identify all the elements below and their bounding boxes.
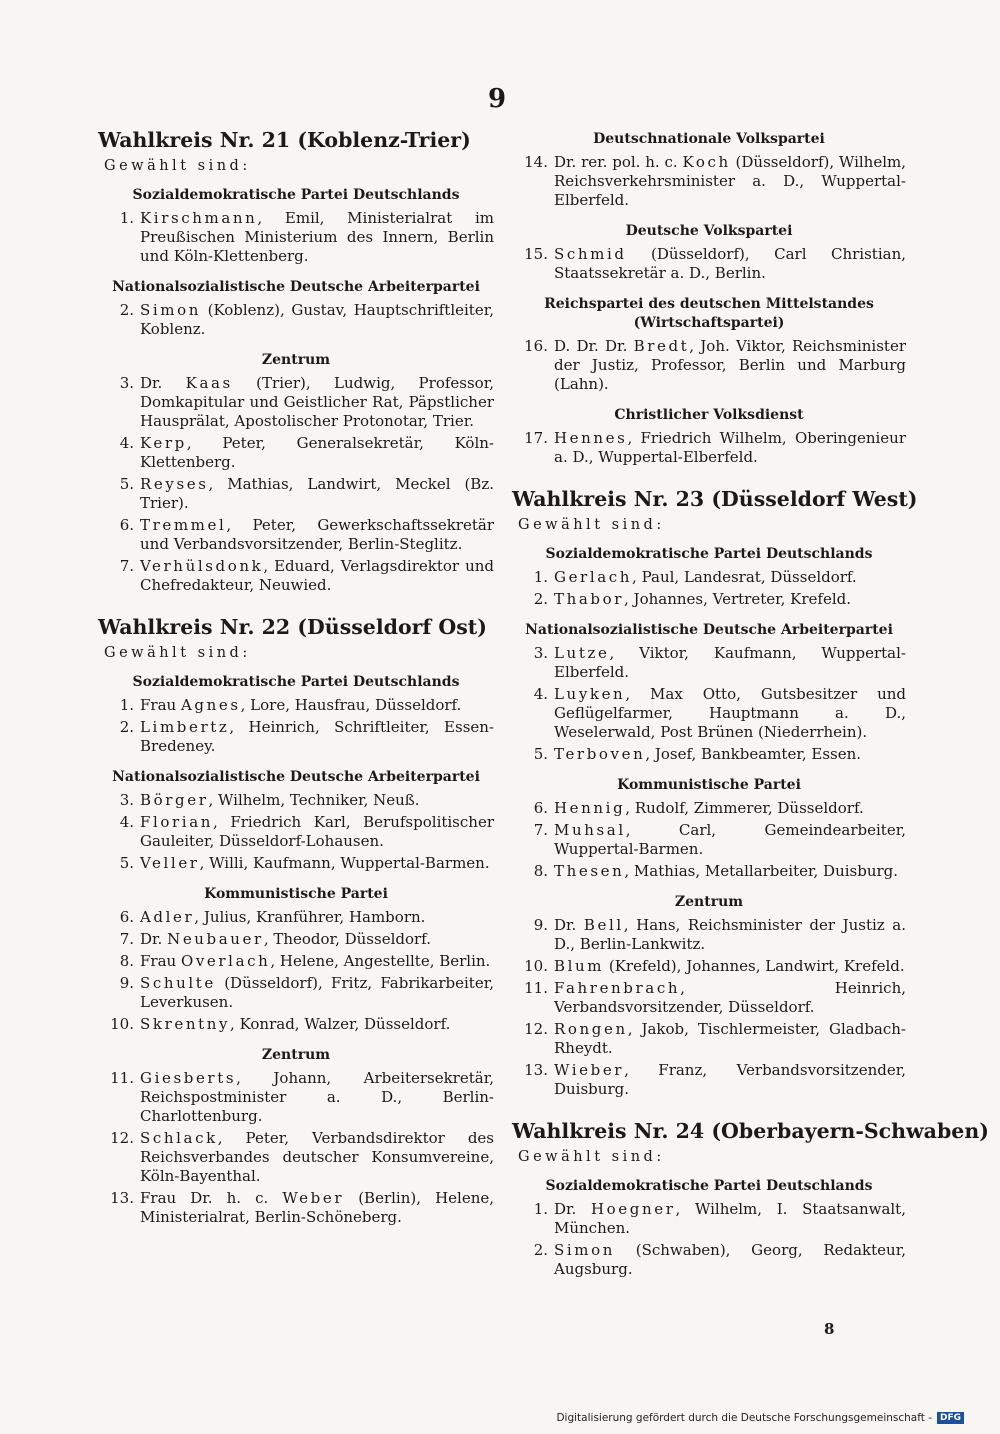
entry-number: 2. [119, 718, 134, 736]
district-heading: Wahlkreis Nr. 21 (Koblenz-Trier) [98, 128, 471, 152]
entry-number: 1. [533, 1200, 548, 1218]
list-item [512, 821, 906, 859]
entry-text [140, 974, 494, 1012]
entry-number: 3. [119, 374, 134, 392]
member-surname: Giesberts [140, 1069, 237, 1087]
entry-text [554, 979, 906, 1017]
list-item [98, 301, 494, 339]
list-item [98, 1015, 494, 1034]
list-item [512, 1020, 906, 1058]
list-item [512, 590, 906, 609]
entry-number: 12. [524, 1020, 548, 1038]
entry-text [554, 685, 906, 742]
entry-prefix: Dr. [554, 916, 584, 934]
entry-text [140, 1069, 494, 1126]
entry-number: 7. [533, 821, 548, 839]
entry-number: 14. [524, 153, 548, 171]
entry-prefix: Dr. [554, 1200, 591, 1218]
entry-number: 8. [119, 952, 134, 970]
entry-number: 3. [533, 644, 548, 662]
list-item [98, 813, 494, 851]
entry-number: 4. [119, 813, 134, 831]
entry-text [140, 696, 494, 715]
party-name: Zentrum [261, 352, 331, 368]
entry-text [140, 516, 494, 554]
district-section [512, 487, 918, 1099]
district-heading: Wahlkreis Nr. 24 (Oberbayern-Schwaben) [512, 1119, 989, 1143]
member-surname: Wieber [554, 1061, 625, 1079]
entry-text [140, 209, 494, 266]
list-item [512, 685, 906, 742]
member-surname: Thesen [554, 862, 625, 880]
list-item [512, 979, 906, 1017]
entry-text [140, 952, 494, 971]
entry-text [140, 718, 494, 756]
entry-text [554, 821, 906, 859]
party-name: Sozialdemokratische Partei Deutschlands [545, 546, 873, 562]
member-surname: Blum [554, 957, 605, 975]
entry-details: (Düsseldorf), Carl Christian, Staatssekretär a. D., Berlin. [554, 245, 906, 282]
entry-number: 1. [119, 696, 134, 714]
list-item [512, 745, 906, 764]
list-item [98, 434, 494, 472]
entry-details: , Emil, Ministerialrat im Preußischen Ministerium des Innern, Berlin und Köln-Klettenberg. [140, 209, 494, 265]
member-surname: Gerlach [554, 568, 633, 586]
district-section [512, 130, 906, 467]
member-surname: Florian [140, 813, 214, 831]
entry-text [554, 799, 906, 818]
entry-details: , Rudolf, Zimmerer, Düsseldorf. [625, 799, 864, 817]
member-surname: Börger [140, 791, 209, 809]
entry-details: , Peter, Generalsekretär, Köln-Klettenberg. [140, 434, 494, 471]
dfg-logo: DFG [937, 1412, 964, 1424]
entry-number: 11. [110, 1069, 134, 1087]
party-name: Zentrum [674, 894, 744, 910]
party-name: Deutschnationale Volkspartei [593, 131, 825, 147]
entry-text [140, 475, 494, 513]
entry-text [554, 1020, 906, 1058]
entry-number: 15. [524, 245, 548, 263]
entry-text [554, 957, 906, 976]
member-surname: Schlack [140, 1129, 218, 1147]
entry-prefix: Dr. [140, 374, 186, 392]
entry-details: , Lore, Hausfrau, Düsseldorf. [240, 696, 462, 714]
member-surname: Kerp [140, 434, 187, 452]
list-item [98, 854, 494, 873]
party-name: Nationalsozialistische Deutsche Arbeiterpartei [112, 769, 480, 785]
list-item [512, 337, 906, 394]
list-item [98, 1189, 494, 1227]
district-section [512, 1119, 989, 1279]
list-item [98, 952, 494, 971]
entry-details: , Carl, Gemeindearbeiter, Wuppertal-Barmen. [554, 821, 906, 858]
entry-number: 3. [119, 791, 134, 809]
entry-details: , Friedrich Wilhelm, Oberingenieur a. D., Wuppertal-Elberfeld. [554, 429, 906, 466]
list-item [98, 1129, 494, 1186]
entry-text [140, 1189, 494, 1227]
member-surname: Thabor [554, 590, 625, 608]
party-name: Nationalsozialistische Deutsche Arbeiterpartei [525, 622, 893, 638]
list-item [512, 957, 906, 976]
entry-details: , Joh. Viktor, Reichsminister der Justiz, Professor, Berlin und Marburg (Lahn). [554, 337, 906, 393]
entry-details: , Paul, Landesrat, Düsseldorf. [632, 568, 857, 586]
list-item [512, 1061, 906, 1099]
member-surname: Limbertz [140, 718, 230, 736]
member-surname: Overlach [180, 952, 271, 970]
footer [556, 1412, 964, 1424]
entry-number: 13. [110, 1189, 134, 1207]
list-item [512, 799, 906, 818]
elected-label: Gewählt sind: [518, 1149, 665, 1165]
member-surname: Hennig [554, 799, 626, 817]
entry-details: (Krefeld), Johannes, Landwirt, Krefeld. [604, 957, 905, 975]
party-name: Sozialdemokratische Partei Deutschlands [545, 1178, 873, 1194]
entry-text [554, 916, 906, 954]
member-surname: Rongen [554, 1020, 628, 1038]
entry-number: 12. [110, 1129, 134, 1147]
entry-text [140, 301, 494, 339]
entry-text [554, 745, 906, 764]
list-item [98, 908, 494, 927]
entry-details: , Mathias, Landwirt, Meckel (Bz. Trier). [140, 475, 494, 512]
entry-details: , Julius, Kranführer, Hamborn. [194, 908, 426, 926]
entry-details: (Düsseldorf), Wilhelm, Reichsverkehrsminister a. D., Wuppertal-Elberfeld. [554, 153, 906, 209]
entry-text [554, 1061, 906, 1099]
elected-label: Gewählt sind: [104, 158, 251, 174]
district-heading: Wahlkreis Nr. 23 (Düsseldorf West) [512, 487, 918, 511]
list-item [98, 1069, 494, 1126]
elected-label: Gewählt sind: [104, 645, 251, 661]
entry-number: 5. [119, 475, 134, 493]
entry-number: 16. [524, 337, 548, 355]
entry-text [554, 245, 906, 283]
entry-number: 10. [110, 1015, 134, 1033]
member-surname: Luyken [554, 685, 626, 703]
party-name: Sozialdemokratische Partei Deutschlands [132, 674, 460, 690]
entry-number: 8. [533, 862, 548, 880]
entry-details: , Wilhelm, I. Staatsanwalt, München. [554, 1200, 906, 1237]
entry-prefix: Frau Dr. h. c. [140, 1189, 283, 1207]
entry-prefix: Dr. [140, 930, 168, 948]
entry-details: (Berlin), Helene, Ministerialrat, Berlin-Schöneberg. [140, 1189, 495, 1226]
member-surname: Terboven [554, 745, 646, 763]
district-heading: Wahlkreis Nr. 22 (Düsseldorf Ost) [98, 615, 487, 639]
entry-details: (Koblenz), Gustav, Hauptschriftleiter, Koblenz. [140, 301, 494, 338]
list-item [98, 209, 494, 266]
footer-text: Digitalisierung gefördert durch die Deutsche Forschungsgemeinschaft - [556, 1412, 932, 1424]
member-surname: Bredt [633, 337, 690, 355]
entry-text [554, 1200, 906, 1238]
entry-details: , Viktor, Kaufmann, Wuppertal-Elberfeld. [554, 644, 906, 681]
member-surname: Skrentny [140, 1015, 231, 1033]
entry-text [140, 791, 494, 810]
page-number-top: 9 [488, 84, 507, 114]
member-surname: Simon [554, 1241, 615, 1259]
list-item [512, 1241, 906, 1279]
entry-details: , Heinrich, Verbandsvorsitzender, Düsseldorf. [554, 979, 906, 1016]
member-surname: Hoegner [591, 1200, 676, 1218]
entry-number: 6. [119, 516, 134, 534]
member-surname: Koch [682, 153, 731, 171]
entry-details: (Schwaben), Georg, Redakteur, Augsburg. [554, 1241, 906, 1278]
list-item [98, 974, 494, 1012]
entry-number: 11. [524, 979, 548, 997]
entry-details: (Düsseldorf), Fritz, Fabrikarbeiter, Leverkusen. [140, 974, 494, 1011]
entry-text [554, 337, 906, 394]
entry-number: 6. [533, 799, 548, 817]
member-surname: Adler [140, 908, 195, 926]
list-item [98, 791, 494, 810]
list-item [512, 429, 906, 467]
member-surname: Reyses [140, 475, 209, 493]
member-surname: Simon [140, 301, 201, 319]
list-item [512, 644, 906, 682]
entry-details: , Konrad, Walzer, Düsseldorf. [230, 1015, 451, 1033]
entry-number: 9. [119, 974, 134, 992]
party-name: Deutsche Volkspartei [625, 223, 793, 239]
entry-prefix: Frau [140, 696, 181, 714]
list-item [98, 696, 494, 715]
entry-details: , Friedrich Karl, Berufspolitischer Gauleiter, Düsseldorf-Lohausen. [140, 813, 494, 850]
entry-text [140, 1015, 494, 1034]
entry-text [140, 813, 494, 851]
entry-number: 7. [119, 557, 134, 575]
entry-number: 4. [533, 685, 548, 703]
entry-prefix: D. Dr. Dr. [554, 337, 634, 355]
member-surname: Muhsal [554, 821, 626, 839]
entry-number: 2. [533, 590, 548, 608]
entry-number: 13. [524, 1061, 548, 1079]
entry-number: 10. [524, 957, 548, 975]
member-surname: Schulte [140, 974, 216, 992]
member-surname: Hennes [554, 429, 628, 447]
party-name: Christlicher Volksdienst [614, 407, 804, 423]
list-item [98, 718, 494, 756]
entry-prefix: Dr. rer. pol. h. c. [554, 153, 683, 171]
entry-text [554, 153, 906, 210]
entry-number: 7. [119, 930, 134, 948]
entry-details: , Helene, Angestellte, Berlin. [270, 952, 491, 970]
member-surname: Lutze [554, 644, 610, 662]
member-surname: Tremmel [140, 516, 227, 534]
list-item [98, 475, 494, 513]
party-name: Kommunistische Partei [204, 886, 388, 902]
page-number-bottom: 8 [824, 1320, 835, 1338]
entry-number: 1. [533, 568, 548, 586]
entry-text [554, 568, 906, 587]
entry-text [140, 930, 494, 949]
district-section [98, 615, 494, 1227]
entry-number: 5. [533, 745, 548, 763]
entry-details: , Heinrich, Schriftleiter, Essen-Bredeney. [140, 718, 494, 755]
list-item [512, 1200, 906, 1238]
entry-number: 5. [119, 854, 134, 872]
member-surname: Schmid [554, 245, 627, 263]
entry-text [140, 434, 494, 472]
left-column [98, 128, 494, 1230]
member-surname: Weber [282, 1189, 345, 1207]
member-surname: Kaas [185, 374, 233, 392]
party-name: Reichspartei des deutschen Mittelstandes (Wirtschaftspartei) [544, 296, 874, 331]
entry-text [140, 1129, 494, 1186]
list-item [98, 557, 494, 595]
entry-details: (Trier), Ludwig, Professor, Domkapitular und Geistlicher Rat, Päpstlicher Hausprälat, Apostolischer Protonotar, Trier. [140, 374, 495, 430]
right-column [512, 128, 989, 1282]
entry-number: 6. [119, 908, 134, 926]
entry-details: , Johann, Arbeitersekretär, Reichspostminister a. D., Berlin-Charlottenburg. [140, 1069, 494, 1125]
elected-label: Gewählt sind: [518, 517, 665, 533]
list-item [512, 245, 906, 283]
entry-details: , Wilhelm, Techniker, Neuß. [208, 791, 420, 809]
entry-text [140, 908, 494, 927]
entry-text [554, 1241, 906, 1279]
entry-details: , Eduard, Verlagsdirektor und Chefredakteur, Neuwied. [140, 557, 494, 594]
entry-details: , Hans, Reichsminister der Justiz a. D., Berlin-Lankwitz. [554, 916, 906, 953]
entry-details: , Josef, Bankbeamter, Essen. [645, 745, 862, 763]
member-surname: Bell [583, 916, 624, 934]
list-item [98, 930, 494, 949]
list-item [512, 153, 906, 210]
entry-number: 17. [524, 429, 548, 447]
entry-details: , Theodor, Düsseldorf. [263, 930, 431, 948]
party-name: Zentrum [261, 1047, 331, 1063]
member-surname: Verhülsdonk [140, 557, 264, 575]
entry-number: 2. [119, 301, 134, 319]
list-item [512, 916, 906, 954]
entry-details: , Willi, Kaufmann, Wuppertal-Barmen. [199, 854, 490, 872]
list-item [512, 862, 906, 881]
entry-text [140, 854, 494, 873]
member-surname: Fahrenbrach [554, 979, 681, 997]
list-item [98, 374, 494, 431]
entry-details: , Franz, Verbandsvorsitzender, Duisburg. [554, 1061, 906, 1098]
entry-text [554, 862, 906, 881]
entry-number: 1. [119, 209, 134, 227]
district-section [98, 128, 494, 595]
member-surname: Neubauer [167, 930, 264, 948]
party-name: Sozialdemokratische Partei Deutschlands [132, 187, 460, 203]
entry-details: , Peter, Gewerkschaftssekretär und Verbandsvorsitzender, Berlin-Steglitz. [140, 516, 494, 553]
entry-text [554, 429, 906, 467]
list-item [98, 516, 494, 554]
entry-details: , Max Otto, Gutsbesitzer und Geflügelfarmer, Hauptmann a. D., Weselerwald, Post Brünen (Niederrhein). [554, 685, 906, 741]
member-surname: Kirschmann [140, 209, 258, 227]
entry-number: 9. [533, 916, 548, 934]
entry-number: 2. [533, 1241, 548, 1259]
entry-details: , Johannes, Vertreter, Krefeld. [624, 590, 852, 608]
entry-text [554, 590, 906, 609]
member-surname: Veller [140, 854, 200, 872]
entry-prefix: Frau [140, 952, 181, 970]
list-item [512, 568, 906, 587]
entry-details: , Peter, Verbandsdirektor des Reichsverbandes deutscher Konsumvereine, Köln-Bayenthal. [140, 1129, 494, 1185]
entry-text [554, 644, 906, 682]
entry-number: 4. [119, 434, 134, 452]
entry-text [140, 557, 494, 595]
entry-text [140, 374, 494, 431]
member-surname: Agnes [180, 696, 241, 714]
party-name: Nationalsozialistische Deutsche Arbeiterpartei [112, 279, 480, 295]
party-name: Kommunistische Partei [617, 777, 801, 793]
entry-details: , Jakob, Tischlermeister, Gladbach-Rheydt. [554, 1020, 906, 1057]
entry-details: , Mathias, Metallarbeiter, Duisburg. [624, 862, 899, 880]
